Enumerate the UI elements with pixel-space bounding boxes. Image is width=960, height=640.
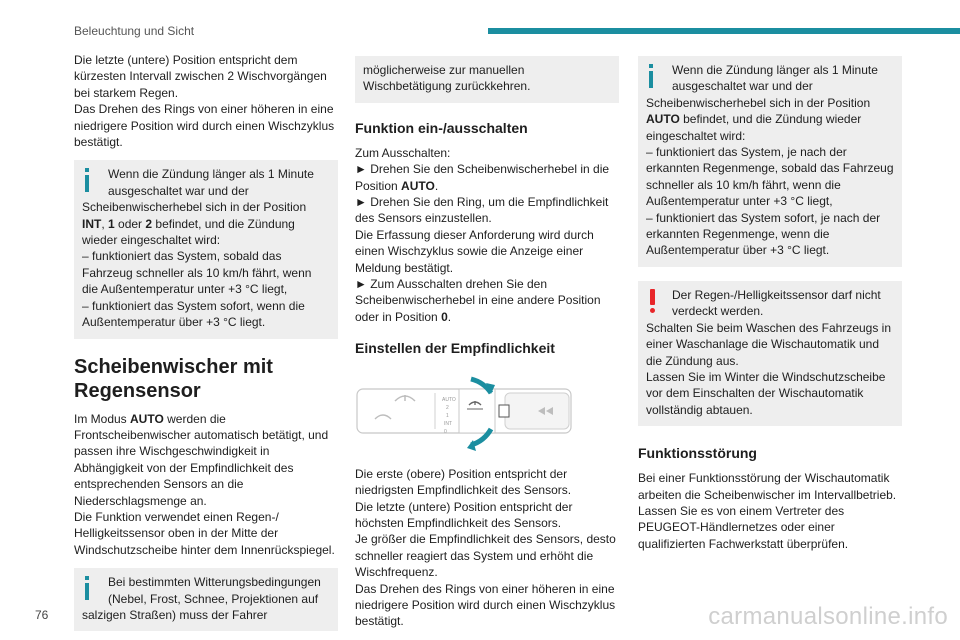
warning-box-text: Schalten Sie beim Waschen des Fahrzeugs in einer Waschanlage die Wischautomatik und die Zündung aus. Lassen Sie im Winter die Windschutzscheibe vor dem Einschalten der Wischautomatik vollständig abtauen.: [646, 320, 892, 417]
subsection-heading: Einstellen der Empfindlichkeit: [355, 340, 555, 357]
paragraph: Zum Ausschalten: ► Drehen Sie den Scheibenwischerhebel in die Position AUTO. ► Drehen Sie den Ring, um die Empfindlichkeit des Sensors einzustellen. Die Erfassung dieser Anforderung wird durch einen Wischzyklus sowie die Anzeige einer Meldung bestätigt. ► Zum Ausschalten drehen Sie den Scheibenwischerhebel in eine andere Position oder in Position 0.: [355, 145, 610, 324]
section-heading: Scheibenwischer mit Regensensor: [74, 355, 273, 402]
info-box: [74, 568, 338, 631]
info-box-text: möglicherweise zur manuellen Wischbetätigung zurückkehren.: [363, 63, 531, 94]
warning-icon: [650, 289, 656, 313]
header-accent-bar: [488, 28, 960, 34]
warning-box-lead: Der Regen-/Helligkeitssensor darf nicht verdeckt werden.: [672, 287, 881, 319]
info-box-text: Scheibenwischerhebel sich in der Position AUTO befindet, und die Zündung wieder eingeschaltet wird: – funktioniert das System, je nach der erkannten Regenmenge, sobald das Fahrzeug schneller als 10 km/h fährt, wenn die Außentemperatur unter +3 °C liegt, – funktioniert das System sofort, je nach der erkannten Regenmenge, wenn die Außentemperatur über +3 °C liegt.: [646, 95, 894, 258]
paragraph: Im Modus AUTO werden die Frontscheibenwischer automatisch betätigt, und passen ihre Wischgeschwindigkeit in Abhängigkeit von der Empfindlichkeit des entsprechenden Sensors an die Niederschlagsmenge an. Die Funktion verwendet einen Regen-/ Helligkeitssensor oben in der Mitte der Windschutzscheibe hinter dem Innenrückspiegel.: [74, 411, 335, 557]
info-icon: [82, 168, 92, 192]
info-box-lead: Bei bestimmten Witterungsbedingungen (Nebel, Frost, Schnee, Projektionen auf: [108, 575, 321, 606]
watermark: carmanualsonline.info: [708, 603, 948, 630]
warning-box: [638, 281, 902, 426]
wiper-stalk-illustration: [355, 371, 575, 453]
info-box-continued: [355, 56, 619, 103]
subsection-heading: Funktionsstörung: [638, 445, 757, 462]
label-auto: AUTO: [442, 397, 456, 404]
label-zero: 0: [444, 429, 447, 436]
running-header: Beleuchtung und Sicht: [74, 24, 195, 38]
label-one: 1: [446, 413, 449, 420]
info-box-text: Scheibenwischerhebel sich in der Position INT, 1 oder 2 befindet, und die Zündung wieder eingeschaltet wird: – funktioniert das System, sobald das Fahrzeug schneller als 10 km/h fährt, wenn die Außentemperatur unter +3 °C liegt, – funktioniert das System sofort, wenn die Außentemperatur über +3 °C liegt.: [82, 200, 312, 330]
info-box: [638, 56, 902, 267]
label-two: 2: [446, 405, 449, 412]
column-3: [638, 52, 902, 552]
info-box: [74, 160, 338, 338]
subsection-heading: Funktion ein-/ausschalten: [355, 119, 528, 136]
info-icon: [82, 576, 92, 600]
info-box-text: salzigen Straßen) muss der Fahrer: [82, 607, 268, 622]
info-icon: [646, 64, 656, 88]
page-number: 76: [35, 608, 49, 622]
info-box-lead: Wenn die Zündung länger als 1 Minute ausgeschaltet war und der: [672, 63, 878, 94]
paragraph: Bei einer Funktionsstörung der Wischautomatik arbeiten die Scheibenwischer im Intervallbetrieb. Lassen Sie es von einem Vertreter des PEUGEOT-Händlernetzes oder einer qualifizierten Fachwerkstatt überprüfen.: [638, 471, 897, 551]
column-2: [355, 52, 619, 630]
label-int: INT: [444, 421, 453, 428]
info-box-lead: Wenn die Zündung länger als 1 Minute ausgeschaltet war und der: [108, 167, 314, 198]
paragraph: Die erste (obere) Position entspricht der niedrigsten Empfindlichkeit des Sensors. Die letzte (untere) Position entspricht der höchsten Empfindlichkeit des Sensors. Je größer die Empfindlichkeit des Sensors, desto schneller reagiert das System und erhöht die Wischfrequenz. Das Drehen des Rings von einer höheren in eine niedrigere Position wird durch einen Wischzyklus bestätigt.: [355, 466, 616, 629]
paragraph: Die letzte (untere) Position entspricht dem kürzesten Intervall zwischen 2 Wischvorgängen bei starkem Regen. Das Drehen des Rings von einer höheren in eine niedrigere Position wird durch einen Wischzyklus bestätigt.: [74, 53, 335, 150]
column-1: [74, 52, 338, 631]
